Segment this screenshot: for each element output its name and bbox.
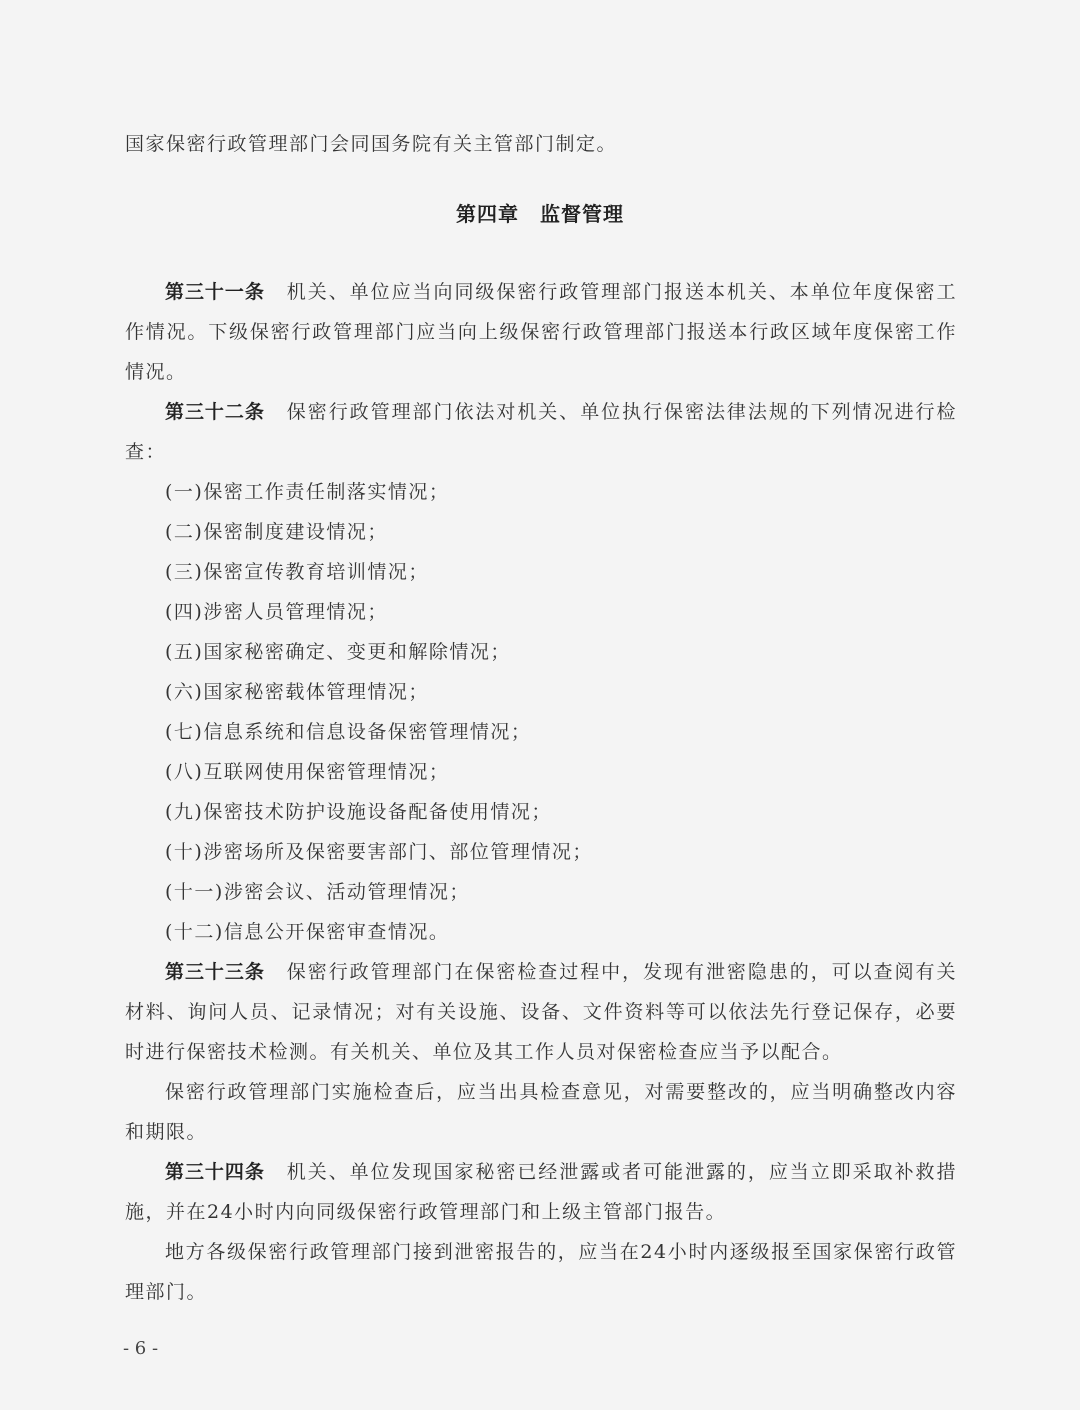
article-34-paragraph-2: 地方各级保密行政管理部门接到泄密报告的，应当在24小时内逐级报至国家保密行政管理部门。 — [125, 1241, 957, 1303]
article-31 — [125, 272, 957, 392]
list-item: (九)保密技术防护设施设备配备使用情况； — [165, 801, 552, 823]
list-item: (三)保密宣传教育培训情况； — [165, 561, 429, 583]
list-item: (八)互联网使用保密管理情况； — [165, 761, 450, 783]
article-33-paragraph-2: 保密行政管理部门实施检查后，应当出具检查意见，对需要整改的，应当明确整改内容和期限。 — [125, 1081, 957, 1143]
article-31-number: 第三十一条 — [165, 281, 265, 303]
article-34-number: 第三十四条 — [165, 1161, 265, 1183]
chapter-title: 第四章 监督管理 — [456, 202, 624, 226]
list-item: (十一)涉密会议、活动管理情况； — [165, 881, 470, 903]
article-33-text: 保密行政管理部门在保密检查过程中，发现有泄密隐患的，可以查阅有关材料、询问人员、记录情况；对有关设施、设备、文件资料等可以依法先行登记保存，必要时进行保密技术检测。有关机关、单位及其工作人员对保密检查应当予以配合。 — [125, 961, 957, 1063]
article-33-number: 第三十三条 — [165, 961, 265, 983]
article-34 — [125, 1152, 957, 1232]
article-32-text: 保密行政管理部门依法对机关、单位执行保密法律法规的下列情况进行检查： — [125, 401, 957, 463]
article-32-number: 第三十二条 — [165, 401, 265, 423]
list-item: (十二)信息公开保密审查情况。 — [165, 921, 450, 943]
list-item: (十)涉密场所及保密要害部门、部位管理情况； — [165, 841, 593, 863]
article-32 — [125, 392, 957, 472]
list-item: (四)涉密人员管理情况； — [165, 601, 388, 623]
list-item: (五)国家秘密确定、变更和解除情况； — [165, 641, 511, 663]
lead-paragraph: 国家保密行政管理部门会同国务院有关主管部门制定。 — [125, 133, 618, 155]
article-34-text: 机关、单位发现国家秘密已经泄露或者可能泄露的，应当立即采取补救措施，并在24小时内向同级保密行政管理部门和上级主管部门报告。 — [125, 1161, 957, 1223]
list-item: (六)国家秘密载体管理情况； — [165, 681, 429, 703]
article-33 — [125, 952, 957, 1072]
article-31-text: 机关、单位应当向同级保密行政管理部门报送本机关、本单位年度保密工作情况。下级保密行政管理部门应当向上级保密行政管理部门报送本行政区域年度保密工作情况。 — [125, 281, 957, 383]
list-item: (二)保密制度建设情况； — [165, 521, 388, 543]
list-item: (一)保密工作责任制落实情况； — [165, 481, 450, 503]
page-number: - 6 - — [123, 1338, 159, 1359]
list-item: (七)信息系统和信息设备保密管理情况； — [165, 721, 532, 743]
